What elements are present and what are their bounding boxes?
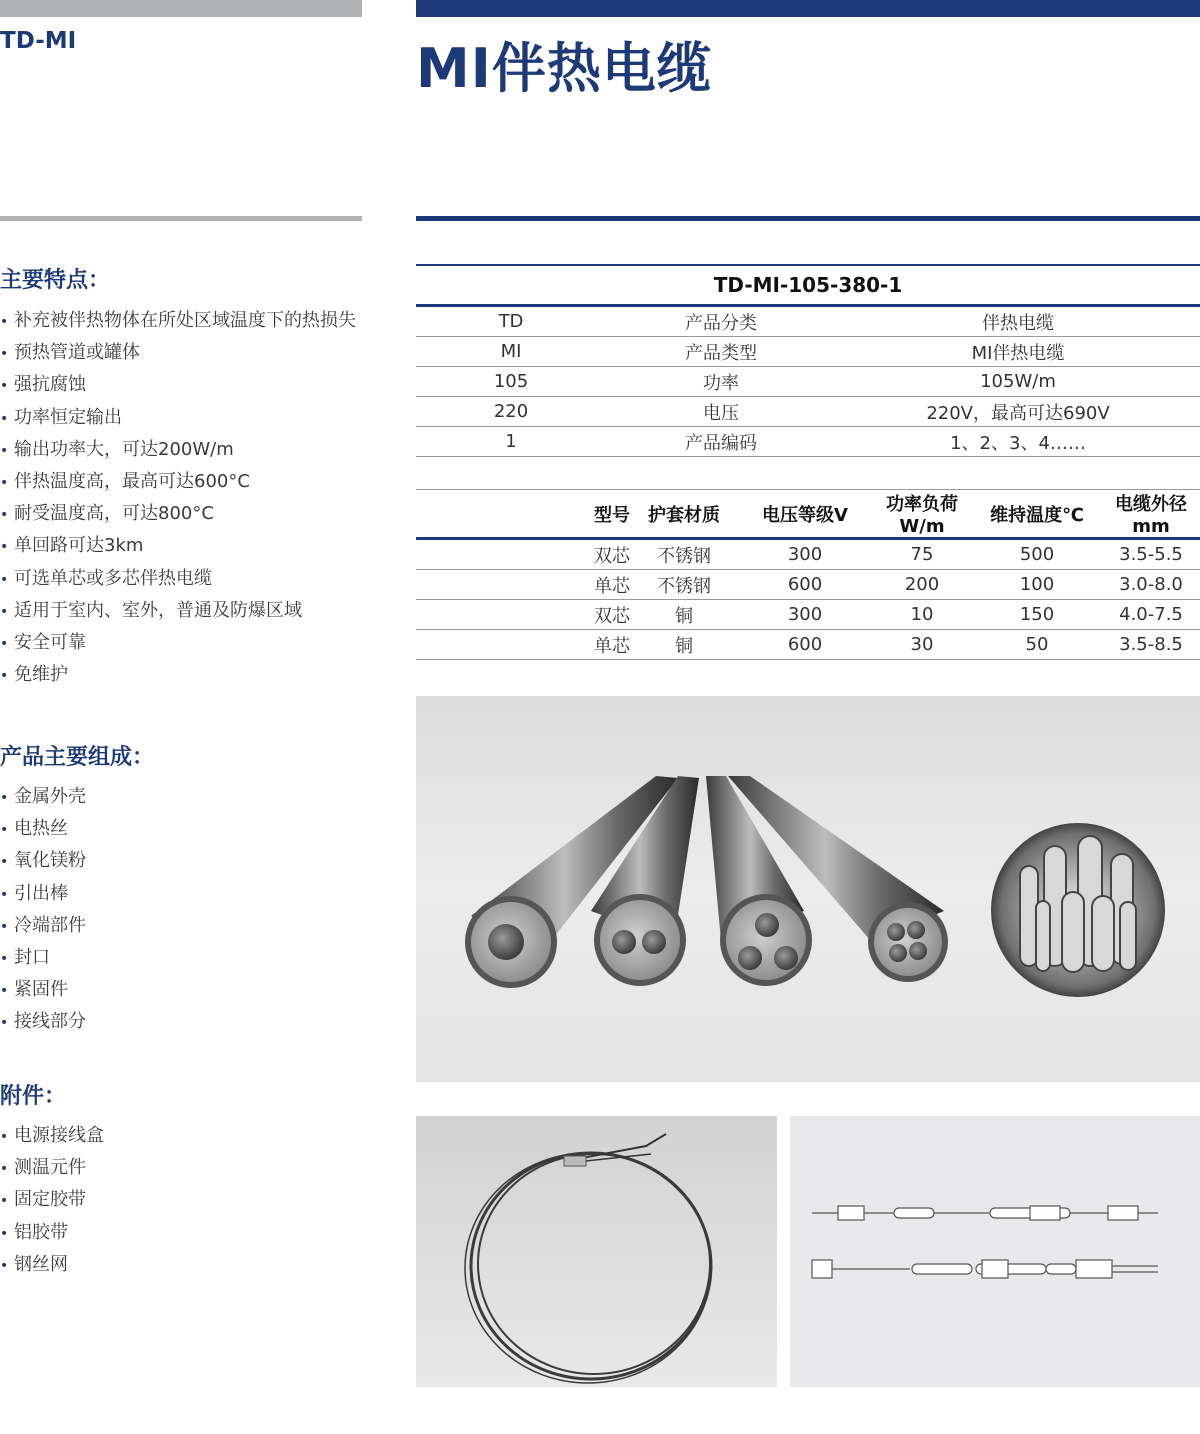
column-header: 型号 bbox=[416, 490, 630, 539]
table-cell: 单芯 bbox=[416, 570, 630, 600]
table-cell: 4.0-7.5 bbox=[1102, 600, 1200, 630]
table-row bbox=[416, 306, 1200, 337]
table-row bbox=[416, 427, 1200, 457]
table-cell: 105W/m bbox=[836, 367, 1200, 397]
list-item: • 引出棒 bbox=[0, 882, 68, 904]
list-item: • 铝胶带 bbox=[0, 1221, 68, 1243]
table-cell: 75 bbox=[872, 539, 972, 570]
components-heading: 产品主要组成： bbox=[0, 745, 155, 770]
table-cell: 50 bbox=[972, 630, 1102, 660]
table-cell: 30 bbox=[872, 630, 972, 660]
column-header: 维持温度℃ bbox=[972, 490, 1102, 539]
list-item: • 预热管道或罐体 bbox=[0, 342, 140, 364]
table-cell: 200 bbox=[872, 570, 972, 600]
column-header: 护套材质 bbox=[630, 490, 738, 539]
table-cell: 1 bbox=[416, 427, 606, 457]
table-cell: 220V，最高可达690V bbox=[836, 397, 1200, 427]
right-divider-bar bbox=[416, 216, 1200, 221]
right-top-bar bbox=[416, 0, 1200, 17]
table-row bbox=[416, 337, 1200, 367]
four-core-end bbox=[868, 902, 948, 982]
table-cell: 双芯 bbox=[416, 600, 630, 630]
table-cell: 伴热电缆 bbox=[836, 306, 1200, 337]
table-cell: 产品编码 bbox=[606, 427, 836, 457]
three-core-end bbox=[720, 894, 812, 986]
features-heading: 主要特点： bbox=[0, 268, 111, 293]
components-list bbox=[0, 781, 86, 1039]
cold-lead-diagram bbox=[790, 1116, 1200, 1387]
table-cell: 不锈钢 bbox=[630, 539, 738, 570]
table-cell: MI伴热电缆 bbox=[836, 337, 1200, 367]
table-cell: 105 bbox=[416, 367, 606, 397]
list-item: • 耐受温度高，可达800°C bbox=[0, 503, 214, 525]
table-row bbox=[416, 539, 1200, 570]
accessories-heading: 附件： bbox=[0, 1084, 67, 1109]
left-top-bar bbox=[0, 0, 362, 17]
product-code-label: TD-MI bbox=[0, 28, 77, 54]
table-cell: 100 bbox=[972, 570, 1102, 600]
table-row bbox=[416, 570, 1200, 600]
list-item: • 氧化镁粉 bbox=[0, 850, 86, 872]
list-item: • 单回路可达3km bbox=[0, 535, 144, 557]
model-code-table bbox=[416, 264, 1200, 457]
table-cell: 600 bbox=[738, 570, 872, 600]
list-item: • 电源接线盒 bbox=[0, 1125, 104, 1146]
table-cell: 电压 bbox=[606, 397, 836, 427]
table-cell: TD bbox=[416, 306, 606, 337]
list-item: • 固定胶带 bbox=[0, 1189, 86, 1211]
list-item: • 伴热温度高，最高可达600°C bbox=[0, 470, 250, 492]
accessories-list bbox=[0, 1120, 104, 1281]
table-cell: 3.5-8.5 bbox=[1102, 630, 1200, 660]
list-item: • 接线部分 bbox=[0, 1011, 86, 1033]
cable-cross-section-image bbox=[416, 696, 1200, 1082]
table-cell: 单芯 bbox=[416, 630, 630, 660]
column-header: 电缆外径mm bbox=[1102, 490, 1200, 539]
left-divider-bar bbox=[0, 216, 362, 221]
table-row bbox=[416, 397, 1200, 427]
list-item: • 强抗腐蚀 bbox=[0, 374, 86, 396]
list-item: • 金属外壳 bbox=[0, 786, 86, 807]
list-item: • 输出功率大，可达200W/m bbox=[0, 438, 234, 460]
table-cell: 300 bbox=[738, 539, 872, 570]
table-cell: 600 bbox=[738, 630, 872, 660]
list-item: • 电热丝 bbox=[0, 818, 68, 840]
table-cell: 500 bbox=[972, 539, 1102, 570]
features-list bbox=[0, 305, 356, 691]
list-item: • 钢丝网 bbox=[0, 1253, 68, 1275]
model-code-title: TD-MI-105-380-1 bbox=[416, 265, 1200, 306]
table-cell: 3.5-5.5 bbox=[1102, 539, 1200, 570]
table-cell: 铜 bbox=[630, 600, 738, 630]
table-cell: 3.0-8.0 bbox=[1102, 570, 1200, 600]
page-title: MI伴热电缆 bbox=[416, 37, 712, 100]
table-row bbox=[416, 367, 1200, 397]
cable-connector bbox=[564, 1156, 586, 1166]
list-item: • 适用于室内、室外，普通及防爆区域 bbox=[0, 599, 302, 621]
table-header-row bbox=[416, 490, 1200, 539]
table-cell: 产品分类 bbox=[606, 306, 836, 337]
cable-coil-image bbox=[416, 1116, 777, 1387]
list-item: • 封口 bbox=[0, 946, 50, 968]
list-item: • 功率恒定输出 bbox=[0, 406, 122, 428]
list-item: • 安全可靠 bbox=[0, 631, 86, 653]
table-cell: 220 bbox=[416, 397, 606, 427]
table-cell: 铜 bbox=[630, 630, 738, 660]
table-cell: 300 bbox=[738, 600, 872, 630]
table-cell: 150 bbox=[972, 600, 1102, 630]
table-cell: 1、2、3、4…… bbox=[836, 427, 1200, 457]
two-core-end bbox=[594, 894, 686, 986]
table-cell: 产品类型 bbox=[606, 337, 836, 367]
list-item: • 可选单芯或多芯伴热电缆 bbox=[0, 567, 212, 589]
spec-table bbox=[416, 489, 1200, 660]
list-item: • 免维护 bbox=[0, 664, 68, 686]
single-core-end bbox=[465, 896, 557, 988]
table-row bbox=[416, 630, 1200, 660]
cable-bundle-closeup bbox=[991, 823, 1165, 997]
list-item: • 冷端部件 bbox=[0, 914, 86, 936]
table-row bbox=[416, 600, 1200, 630]
column-header: 电压等级V bbox=[738, 490, 872, 539]
list-item: • 补充被伴热物体在所处区域温度下的热损失 bbox=[0, 310, 356, 331]
list-item: • 测温元件 bbox=[0, 1157, 86, 1179]
table-cell: 不锈钢 bbox=[630, 570, 738, 600]
table-cell: MI bbox=[416, 337, 606, 367]
table-cell: 功率 bbox=[606, 367, 836, 397]
list-item: • 紧固件 bbox=[0, 979, 68, 1001]
table-cell: 10 bbox=[872, 600, 972, 630]
column-header: 功率负荷W/m bbox=[872, 490, 972, 539]
table-cell: 双芯 bbox=[416, 539, 630, 570]
